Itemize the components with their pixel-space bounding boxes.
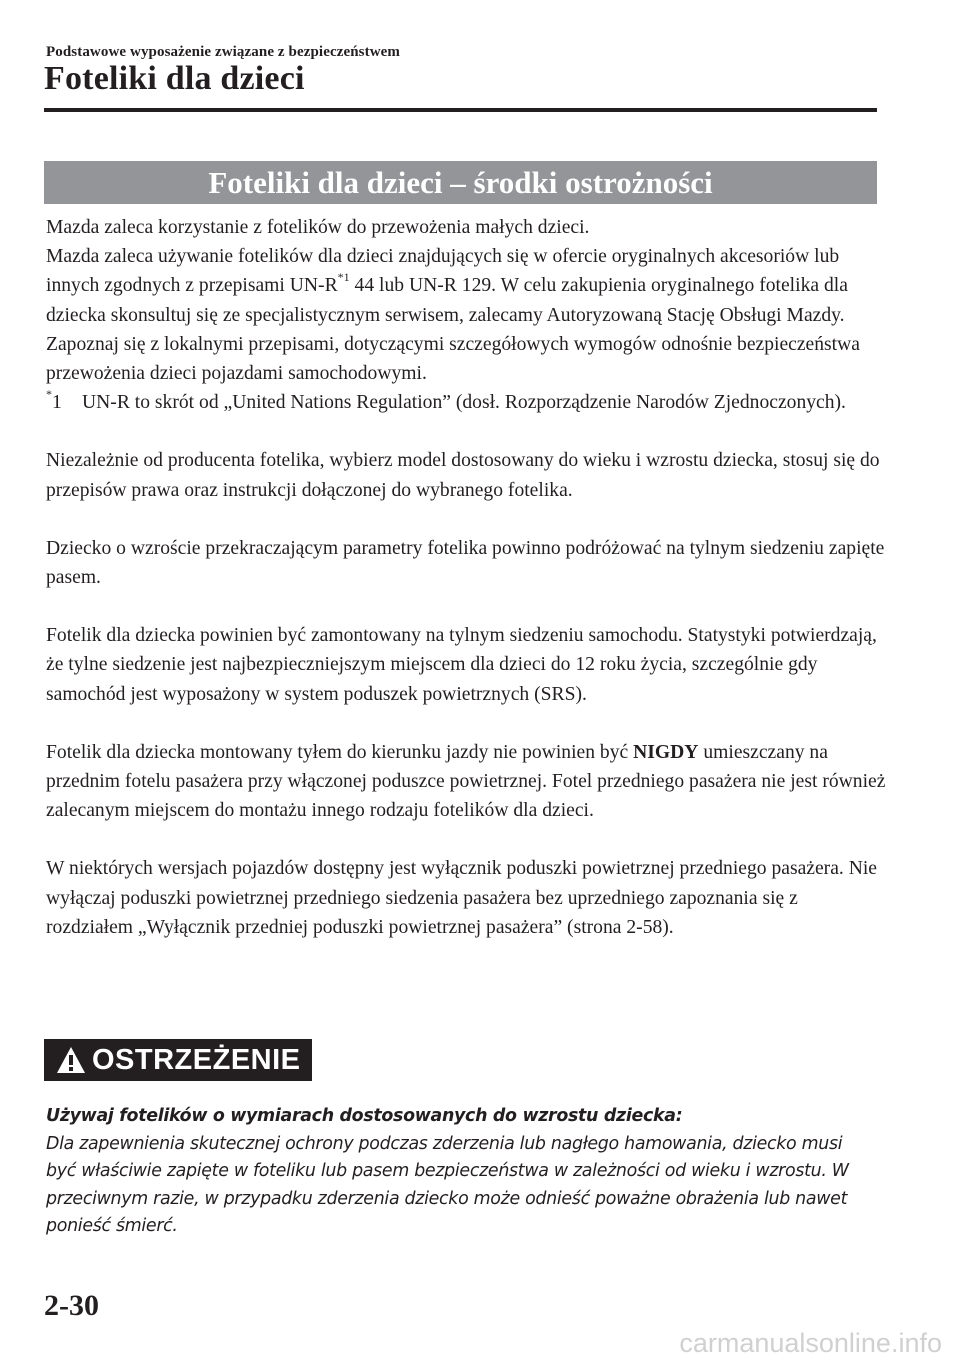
section-heading: Foteliki dla dzieci – środki ostrożności bbox=[44, 161, 877, 204]
footnote bbox=[46, 388, 886, 417]
recommendation-text-start: Mazda zaleca używanie fotelików dla dzieci znajdujących się w ofercie oryginalnych akcesoriów lub innych zgodnych z przepisami UN-R bbox=[46, 246, 840, 297]
paragraph-airbag-switch: W niektórych wersjach pojazdów dostępny jest wyłącznik poduszki powietrznej przedniego pasażera. Nie wyłączaj poduszki powietrznej przedniego siedzenia pasażera bez uprzedniego zapoznania się z rozdziałem „Wyłącznik przedniej poduszki powietrznej pasażera” (strona 2-58). bbox=[46, 858, 877, 938]
paragraph-rear-seat: Fotelik dla dziecka powinien być zamontowany na tylnym siedzeniu samochodu. Statystyki potwierdzają, że tylne siedzenie jest najbezpieczniejszym miejscem dla dzieci do 12 roku życia, szczególnie gdy samochód jest wyposażony w system poduszek powietrznych (SRS). bbox=[46, 625, 877, 705]
rear-facing-text-end: umieszczany na przednim fotelu pasażera przy włączonej poduszce powietrznej. Fotel przedniego pasażera nie jest również zalecanym miejscem do montażu innego rodzaju fotelików dla dzieci. bbox=[46, 741, 886, 822]
recommendation-text-end: 44 lub UN-R 129. W celu zakupienia oryginalnego fotelika dla dziecka skonsultuj się ze specjalistycznym serwisem, zalecamy Autoryzowaną Stację Obsługi Mazdy. bbox=[46, 275, 848, 326]
warning-badge bbox=[44, 1039, 312, 1081]
watermark: carmanualsonline.info bbox=[679, 1328, 942, 1358]
footnote-number: 1 bbox=[52, 392, 62, 414]
footnote-marker bbox=[46, 388, 82, 417]
footnote-star: * bbox=[46, 386, 52, 401]
paragraph-selection: Niezależnie od producenta fotelika, wybierz model dostosowany do wieku i wzrostu dziecka, stosuj się do przepisów prawa oraz instrukcji dołączonej do wybranego fotelika. bbox=[46, 450, 880, 501]
footnote-reference: *1 bbox=[337, 269, 350, 284]
paragraph-rear-facing bbox=[46, 738, 886, 826]
footnote-text: UN-R to skrót od „United Nations Regulation” (dosł. Rozporządzenie Narodów Zjednoczonych). bbox=[82, 392, 846, 414]
paragraph-intro: Mazda zaleca korzystanie z fotelików do przewożenia małych dzieci. bbox=[46, 217, 590, 238]
paragraph-tall-child: Dziecko o wzroście przekraczającym parametry fotelika powinno podróżować na tylnym siedzeniu zapięte pasem. bbox=[46, 537, 885, 589]
warning-heading: Używaj fotelików o wymiarach dostosowanych do wzrostu dziecka: bbox=[46, 1106, 683, 1126]
warning-label: OSTRZEŻENIE bbox=[92, 1043, 301, 1076]
warning-content bbox=[46, 1103, 876, 1241]
paragraph-recommendation bbox=[46, 242, 886, 330]
page-title: Foteliki dla dzieci bbox=[44, 60, 305, 97]
page-number: 2-30 bbox=[44, 1289, 99, 1322]
body-text bbox=[46, 213, 886, 942]
header-divider bbox=[44, 108, 877, 112]
warning-body: Dla zapewnienia skutecznej ochrony podczas zderzenia lub nagłego hamowania, dziecko musi być właściwie zapięte w foteliku lub pasem bezpieczeństwa w zależności od wieku i wzrostu. W przeciwnym razie, w przypadku zderzenia dziecko może odnieść poważne obrażenia lub nawet ponieść śmierć. bbox=[46, 1133, 849, 1237]
paragraph-regulations: Zapoznaj się z lokalnymi przepisami, dotyczącymi szczegółowych wymogów odnośnie bezpieczeństwa przewożenia dzieci pojazdami samochodowymi. bbox=[46, 333, 860, 385]
emphasis-never: NIGDY bbox=[633, 741, 699, 763]
chapter-kicker: Podstawowe wyposażenie związane z bezpieczeństwem bbox=[46, 44, 400, 60]
rear-facing-text-start: Fotelik dla dziecka montowany tyłem do kierunku jazdy nie powinien być bbox=[46, 741, 634, 763]
warning-triangle-icon bbox=[56, 1046, 86, 1074]
